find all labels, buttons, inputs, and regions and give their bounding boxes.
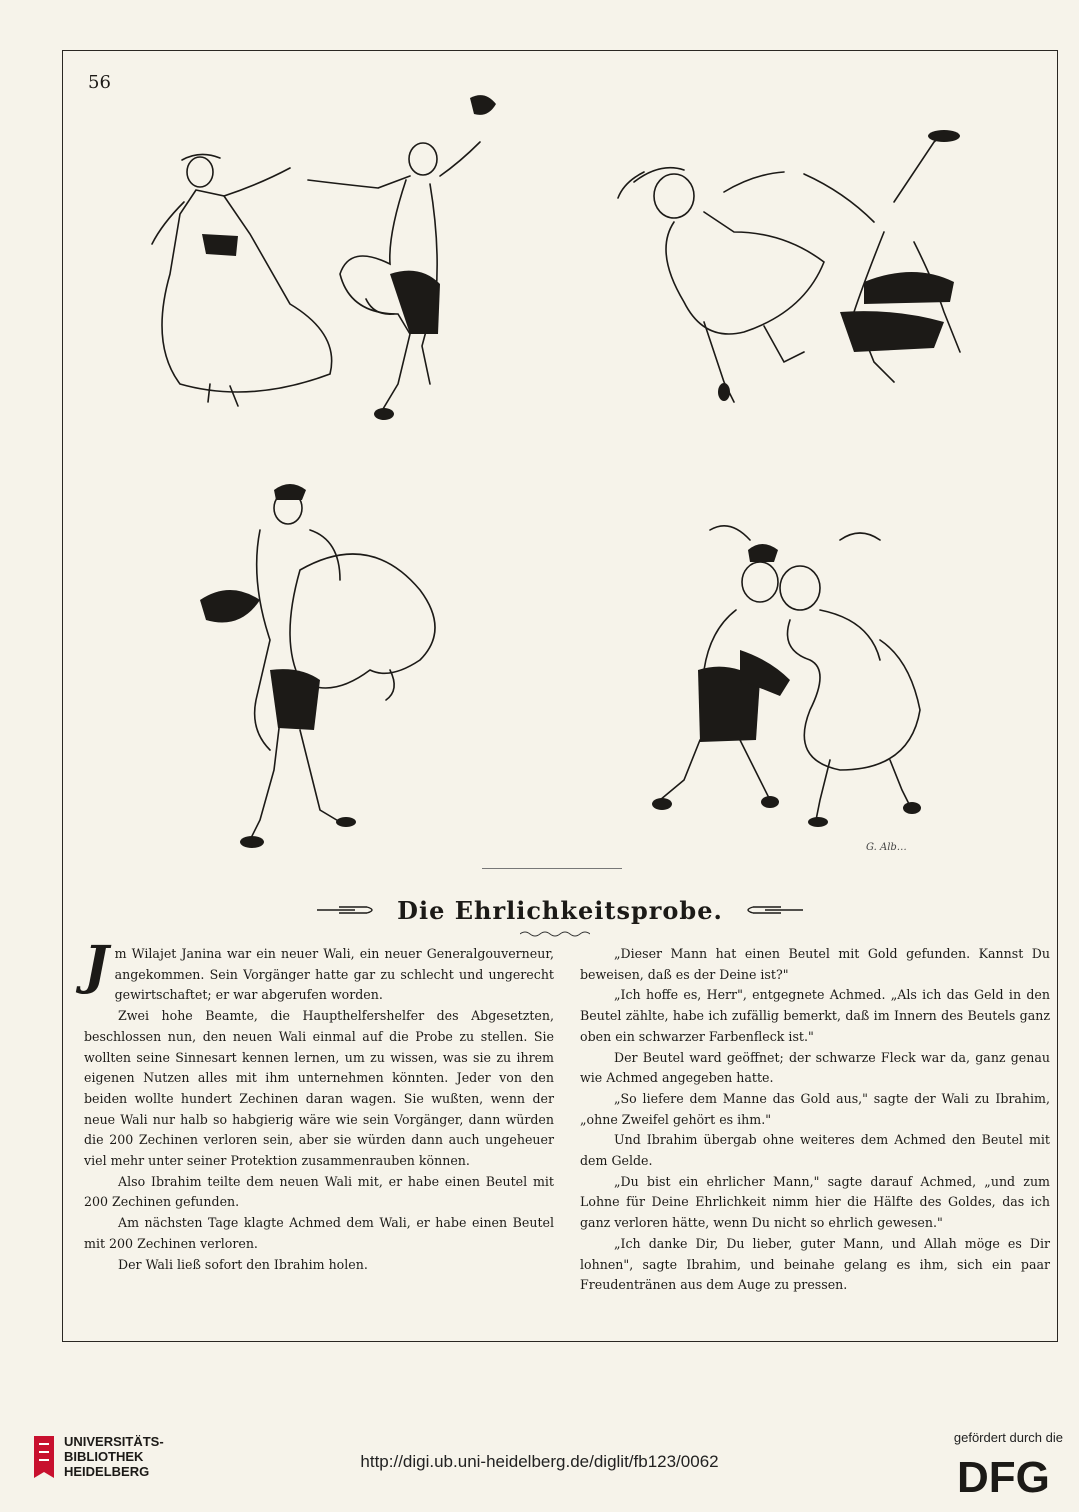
article-title-row <box>62 890 1058 930</box>
sponsor-note: gefördert durch die <box>953 1430 1063 1445</box>
illustration-top-left <box>140 84 500 430</box>
separator-rule <box>482 868 622 869</box>
paragraph: „So liefere dem Manne das Gold aus," sagte der Wali zu Ibrahim, „ohne Zweifel gehört es ihm." <box>580 1090 1050 1127</box>
paragraph: Am nächsten Tage klagte Achmed dem Wali, er habe einen Beutel mit 200 Zechinen verloren. <box>84 1215 554 1251</box>
paragraph: „Du bist ein ehrlicher Mann," sagte darauf Achmed, „und zum Lohne für Deine Ehrlichkeit nimm hier die Hälfte des Goldes, das ich ganz verloren hätte, wenn Du nicht so ehrlich gewesen." <box>580 1173 1050 1231</box>
paragraph: Der Beutel ward geöffnet; der schwarze Fleck war da, ganz genau wie Achmed angegeben hatte. <box>580 1049 1050 1086</box>
dropcap: J <box>84 935 109 996</box>
paragraph: Der Wali ließ sofort den Ibrahim holen. <box>118 1256 368 1272</box>
title-flourish-icon <box>520 930 590 938</box>
paragraph: Also Ibrahim teilte dem neuen Wali mit, er habe einen Beutel mit 200 Zechinen gefunden. <box>84 1173 554 1210</box>
article-column-right <box>580 944 1050 1296</box>
digital-copy-url[interactable]: http://digi.ub.uni-heidelberg.de/diglit/fb123/0062 <box>360 1452 719 1471</box>
svg-text:DFG: DFG <box>957 1453 1050 1500</box>
paragraph: „Dieser Mann hat einen Beutel mit Gold gefunden. Kannst Du beweisen, daß es der Deine ist?" <box>580 946 1050 982</box>
illustration-bottom-right <box>640 510 970 830</box>
paragraph: „Ich danke Dir, Du lieber, guter Mann, und Allah möge es Dir lohnen", sagte Ibrahim, und beinahe gelang es ihm, sich ein paar Freudentränen aus dem Auge zu pressen. <box>580 1235 1050 1293</box>
paragraph: Zwei hohe Beamte, die Haupthelfershelfer des Abgesetzten, beschlossen nun, den neuen Wali einmal auf die Probe zu stellen. Sie wollten seine Sinnesart kennen lernen, um zu wissen, was sie zu ihrem eigenen Nutzen alles mit ihm unternehmen könnten. Jeder von den beiden wollte hundert Zechinen daran wagen. Sie wußten, wenn der neue Wali nur halb so habgierig wäre wie sein Vorgänger, dann würden die 200 Zechinen verloren sein, aber sie würden dann auch ungeheuer viel mehr unter seiner Protektion zusammenrauben können. <box>84 1008 554 1169</box>
paragraph: „Ich hoffe es, Herr", entgegnete Achmed. „Als ich das Geld in den Beutel zählte, habe ich zufällig bemerkt, daß im Innern des Beutels ganz oben ein schwarzer Farbenfleck ist." <box>580 987 1050 1044</box>
paragraph: Und Ibrahim übergab ohne weiteres dem Achmed den Beutel mit dem Gelde. <box>580 1132 1050 1169</box>
page-number: 56 <box>88 72 111 93</box>
illustration-top-right <box>614 112 1014 412</box>
article-title: Die Ehrlichkeitsprobe. <box>397 895 723 925</box>
article-column-left <box>84 935 554 1275</box>
paragraph: Jm Wilajet Janina war ein neuer Wali, ein neuer Generalgouverneur, angekommen. Sein Vorgänger hatte gar zu schlecht und ungerecht gewirtschaftet; er war abgerufen worden. <box>84 935 554 1003</box>
artist-signature: G. Alb… <box>866 842 907 853</box>
ornament-right-icon <box>741 903 803 917</box>
library-name: UNIVERSITÄTS- BIBLIOTHEK HEIDELBERG <box>64 1434 164 1479</box>
illustration-bottom-left <box>190 470 460 860</box>
dfg-logo <box>953 1448 1063 1500</box>
ornament-left-icon <box>317 903 379 917</box>
